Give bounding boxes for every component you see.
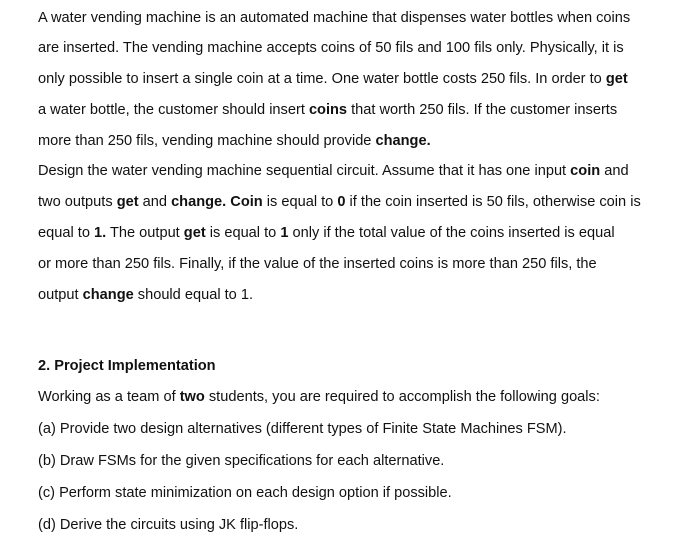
text: should equal to 1. <box>133 287 254 303</box>
text: if the coin inserted is 50 fils, otherwise coin is <box>345 194 641 210</box>
text: equal to <box>38 225 94 241</box>
bold-term-coin: Coin <box>230 194 263 210</box>
intro-line-4 <box>38 100 617 120</box>
text: A water vending machine is an automated machine that dispenses water bottles when coins <box>38 10 631 26</box>
bold-term-get: get <box>605 71 628 87</box>
bold-value-1: 1 <box>280 225 289 241</box>
section-2-intro <box>38 387 600 407</box>
goal-text: (a) Provide two design alternatives (different types of Finite State Machines FSM). <box>38 421 567 437</box>
goal-d <box>38 515 298 535</box>
design-line-3 <box>38 223 615 243</box>
goal-text: (d) Derive the circuits using JK flip-flops. <box>38 517 299 533</box>
goal-a <box>38 419 567 439</box>
intro-line-3 <box>38 69 628 89</box>
goal-text: (b) Draw FSMs for the given specifications for each alternative. <box>38 453 445 469</box>
text: two outputs <box>38 194 117 210</box>
goal-text: (c) Perform state minimization on each design option if possible. <box>38 485 452 501</box>
intro-line-5 <box>38 131 431 151</box>
text: are inserted. The vending machine accepts coins of 50 fils and 100 fils only. Physically, it is <box>38 40 624 56</box>
bold-term-get: get <box>116 194 139 210</box>
bold-value-0: 0 <box>337 194 346 210</box>
bold-value-1: 1. <box>94 225 107 241</box>
text: a water bottle, the customer should insert <box>38 102 309 118</box>
design-line-1 <box>38 161 629 181</box>
goal-b <box>38 451 444 471</box>
section-2-title <box>38 356 216 376</box>
design-line-4 <box>38 254 597 274</box>
text: Design the water vending machine sequential circuit. Assume that it has one input <box>38 163 571 179</box>
bold-term-change: change. <box>375 133 431 149</box>
design-line-2 <box>38 192 641 212</box>
text: only if the total value of the coins inserted is equal <box>288 225 615 241</box>
text: output <box>38 287 83 303</box>
goal-c <box>38 483 452 503</box>
intro-line-2 <box>38 38 624 58</box>
bold-term-get: get <box>183 225 206 241</box>
text: Working as a team of <box>38 389 180 405</box>
text: and <box>138 194 172 210</box>
text: that worth 250 fils. If the customer inserts <box>347 102 618 118</box>
bold-term-coins: coins <box>308 102 348 118</box>
text: is equal to <box>205 225 281 241</box>
text: or more than 250 fils. Finally, if the value of the inserted coins is more than 250 fils, the <box>38 256 597 272</box>
bold-term-two: two <box>179 389 205 405</box>
section-title-text: 2. Project Implementation <box>38 358 216 374</box>
design-line-5 <box>38 285 253 305</box>
text: only possible to insert a single coin at a time. One water bottle costs 250 fils. In order to <box>38 71 606 87</box>
bold-term-change: change. <box>171 194 227 210</box>
text: The output <box>106 225 184 241</box>
text: students, you are required to accomplish the following goals: <box>204 389 600 405</box>
bold-term-change: change <box>82 287 134 303</box>
text: and <box>600 163 629 179</box>
bold-term-coin: coin <box>570 163 601 179</box>
text: is equal to <box>262 194 338 210</box>
intro-line-1 <box>38 8 630 28</box>
text: more than 250 fils, vending machine should provide <box>38 133 376 149</box>
